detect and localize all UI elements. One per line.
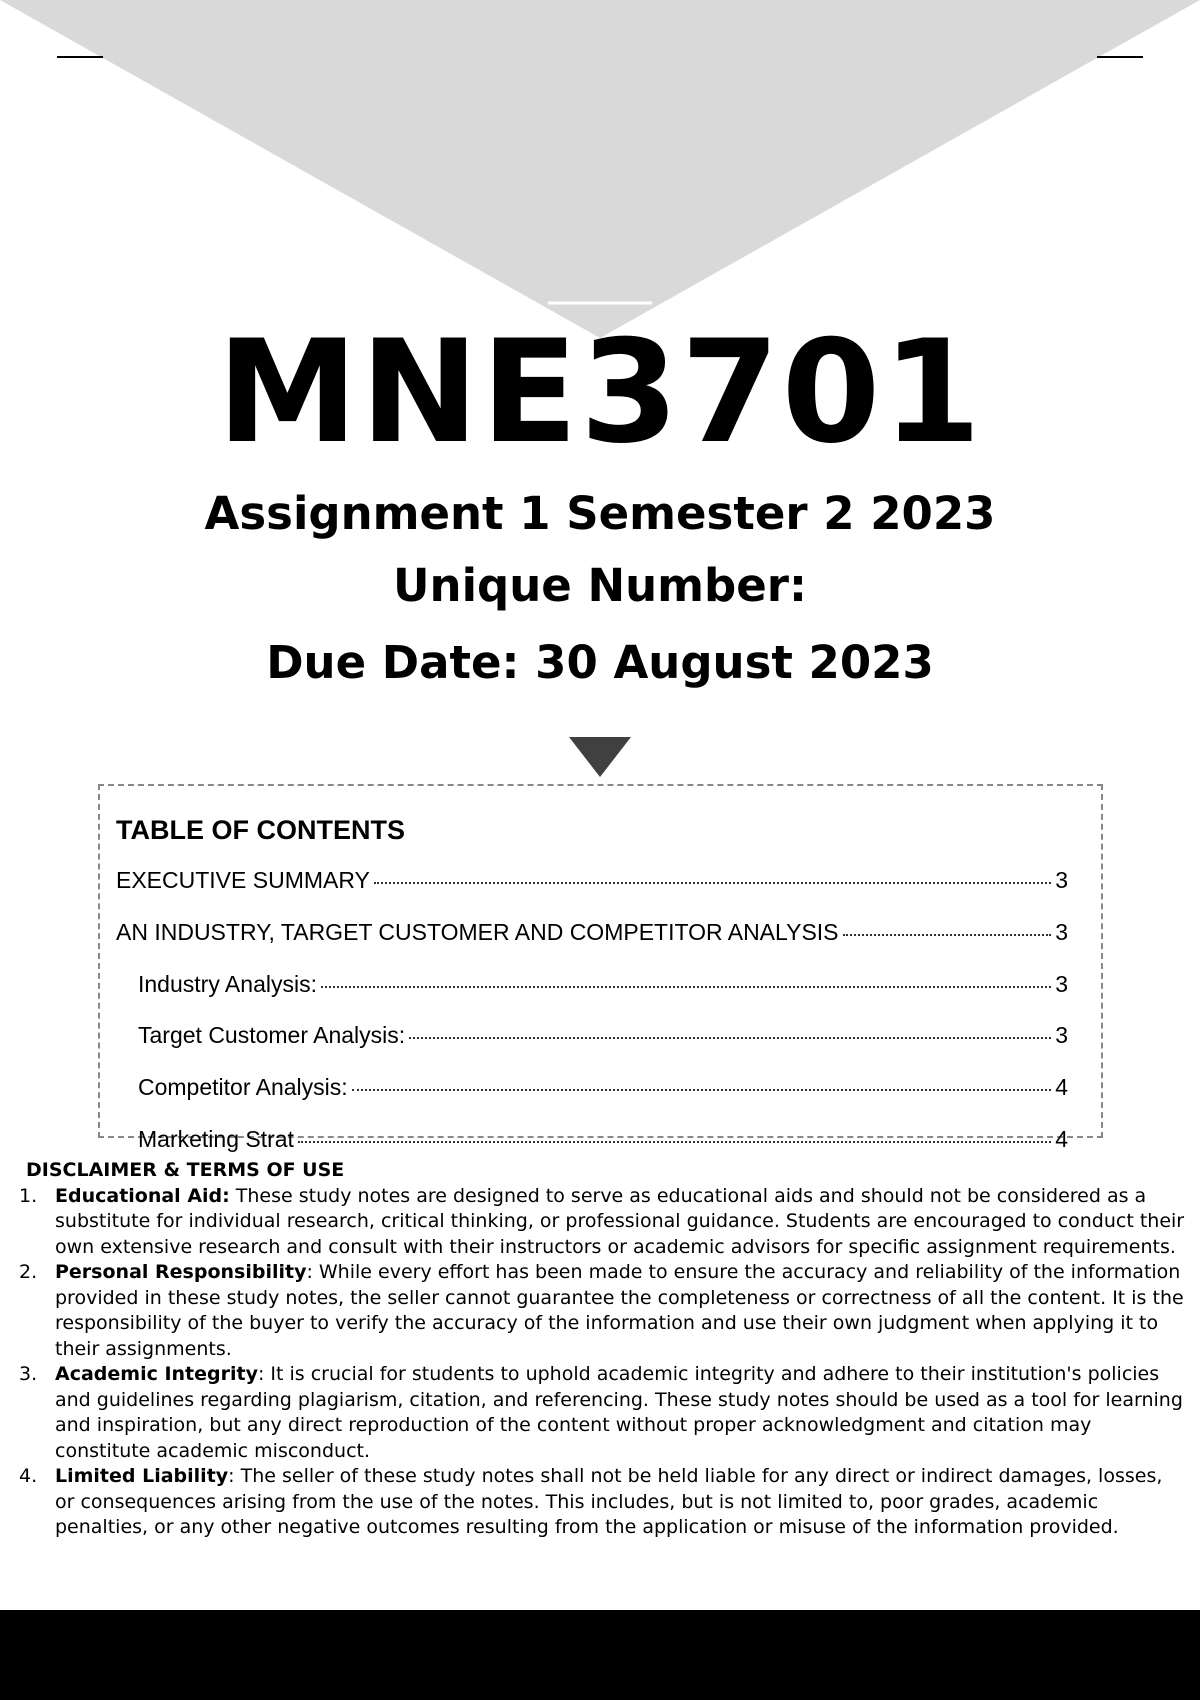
disclaimer-item: [0, 1464, 1200, 1541]
toc-entry-label: Industry Analysis:: [138, 971, 317, 997]
down-arrow-icon: [569, 737, 631, 777]
toc-entry-page: 3: [1055, 1022, 1068, 1048]
toc-entry-page: 3: [1055, 971, 1068, 997]
toc-dot-leader: [374, 882, 1051, 884]
disclaimer-section: [0, 1158, 1200, 1541]
disclaimer-item-number: 3.: [19, 1363, 38, 1385]
toc-dot-leader: [352, 1089, 1052, 1091]
toc-entry-competitor-analysis[interactable]: [138, 1076, 1068, 1099]
disclaimer-item-text: : It is crucial for students to uphold academic integrity and adhere to their institution's policies and guidelines regarding plagiarism, citation, and referencing. These study notes should be used as a tool for learning and inspiration, but any direct reproduction of the content without proper acknowledgment and citation may constitute academic misconduct.: [55, 1363, 1183, 1462]
disclaimer-item-text: : The seller of these study notes shall not be held liable for any direct or indirect damages, losses, or consequences arising from the use of the notes. This includes, but is not limited to, poor grades, academic penalties, or any other negative outcomes resulting from the application or misuse of the information provided.: [55, 1465, 1163, 1538]
toc-dot-leader: [843, 934, 1052, 936]
toc-entry-marketing-strategy[interactable]: [138, 1128, 1068, 1151]
disclaimer-title: DISCLAIMER & TERMS OF USE: [26, 1159, 345, 1181]
toc-entry-page: 4: [1055, 1074, 1068, 1100]
disclaimer-item-term: Educational Aid:: [55, 1184, 230, 1207]
toc-entry-label: Target Customer Analysis:: [138, 1022, 406, 1048]
toc-entry-target-customer-analysis[interactable]: [138, 1024, 1068, 1047]
corner-line-left: [57, 56, 103, 58]
table-of-contents: [98, 784, 1103, 1152]
disclaimer-item-number: 4.: [19, 1465, 38, 1487]
disclaimer-item-term: Academic Integrity: [55, 1363, 258, 1385]
toc-entry-page: 3: [1055, 867, 1068, 893]
disclaimer-item-term: Personal Responsibility: [55, 1261, 307, 1283]
course-code-title: MNE3701: [216, 310, 984, 475]
toc-entry-industry-analysis[interactable]: [138, 973, 1068, 996]
toc-entry-label: Competitor Analysis:: [138, 1074, 348, 1100]
toc-entry-page: 3: [1055, 919, 1068, 945]
due-date-label: Due Date: 30 August 2023: [266, 636, 934, 689]
toc-entry-label: AN INDUSTRY, TARGET CUSTOMER AND COMPETITOR ANALYSIS: [116, 919, 839, 945]
disclaimer-item-term: Limited Liability: [55, 1465, 229, 1487]
disclaimer-item-number: 2.: [19, 1261, 38, 1283]
toc-dot-leader: [298, 1141, 1051, 1143]
disclaimer-item-number: 1.: [19, 1184, 38, 1207]
toc-entry-page: 4: [1055, 1126, 1068, 1152]
unique-number-label: Unique Number:: [393, 559, 807, 612]
toc-title: TABLE OF CONTENTS: [116, 815, 405, 845]
disclaimer-item: [0, 1184, 1200, 1261]
toc-entry-industry-customer-competitor[interactable]: [116, 921, 1068, 944]
disclaimer-item-text: : While every effort has been made to ensure the accuracy and reliability of the information provided in these study notes, the seller cannot guarantee the completeness or correctness of all the content. It is the responsibility of the buyer to verify the accuracy of the information and use their own judgment when applying it to their assignments.: [55, 1261, 1184, 1360]
toc-entry-label: Marketing Strat: [138, 1126, 294, 1152]
toc-entry-label: EXECUTIVE SUMMARY: [116, 867, 370, 893]
footer-bar: [0, 1610, 1200, 1700]
disclaimer-item-text: These study notes are designed to serve as educational aids and should not be considered as a substitute for individual research, critical thinking, or professional guidance. Students are encouraged to conduct their own extensive research and consult with their instructors or academic advisors for specific assignment requirements.: [55, 1184, 1185, 1258]
cover-chevron-shape: [0, 0, 1200, 340]
toc-dot-leader: [321, 986, 1051, 988]
toc-dot-leader: [409, 1037, 1051, 1039]
assignment-subtitle: Assignment 1 Semester 2 2023: [204, 487, 996, 540]
corner-line-right: [1097, 56, 1143, 58]
disclaimer-item: [0, 1362, 1200, 1464]
toc-entry-executive-summary[interactable]: [116, 869, 1068, 892]
disclaimer-item: [0, 1260, 1200, 1362]
